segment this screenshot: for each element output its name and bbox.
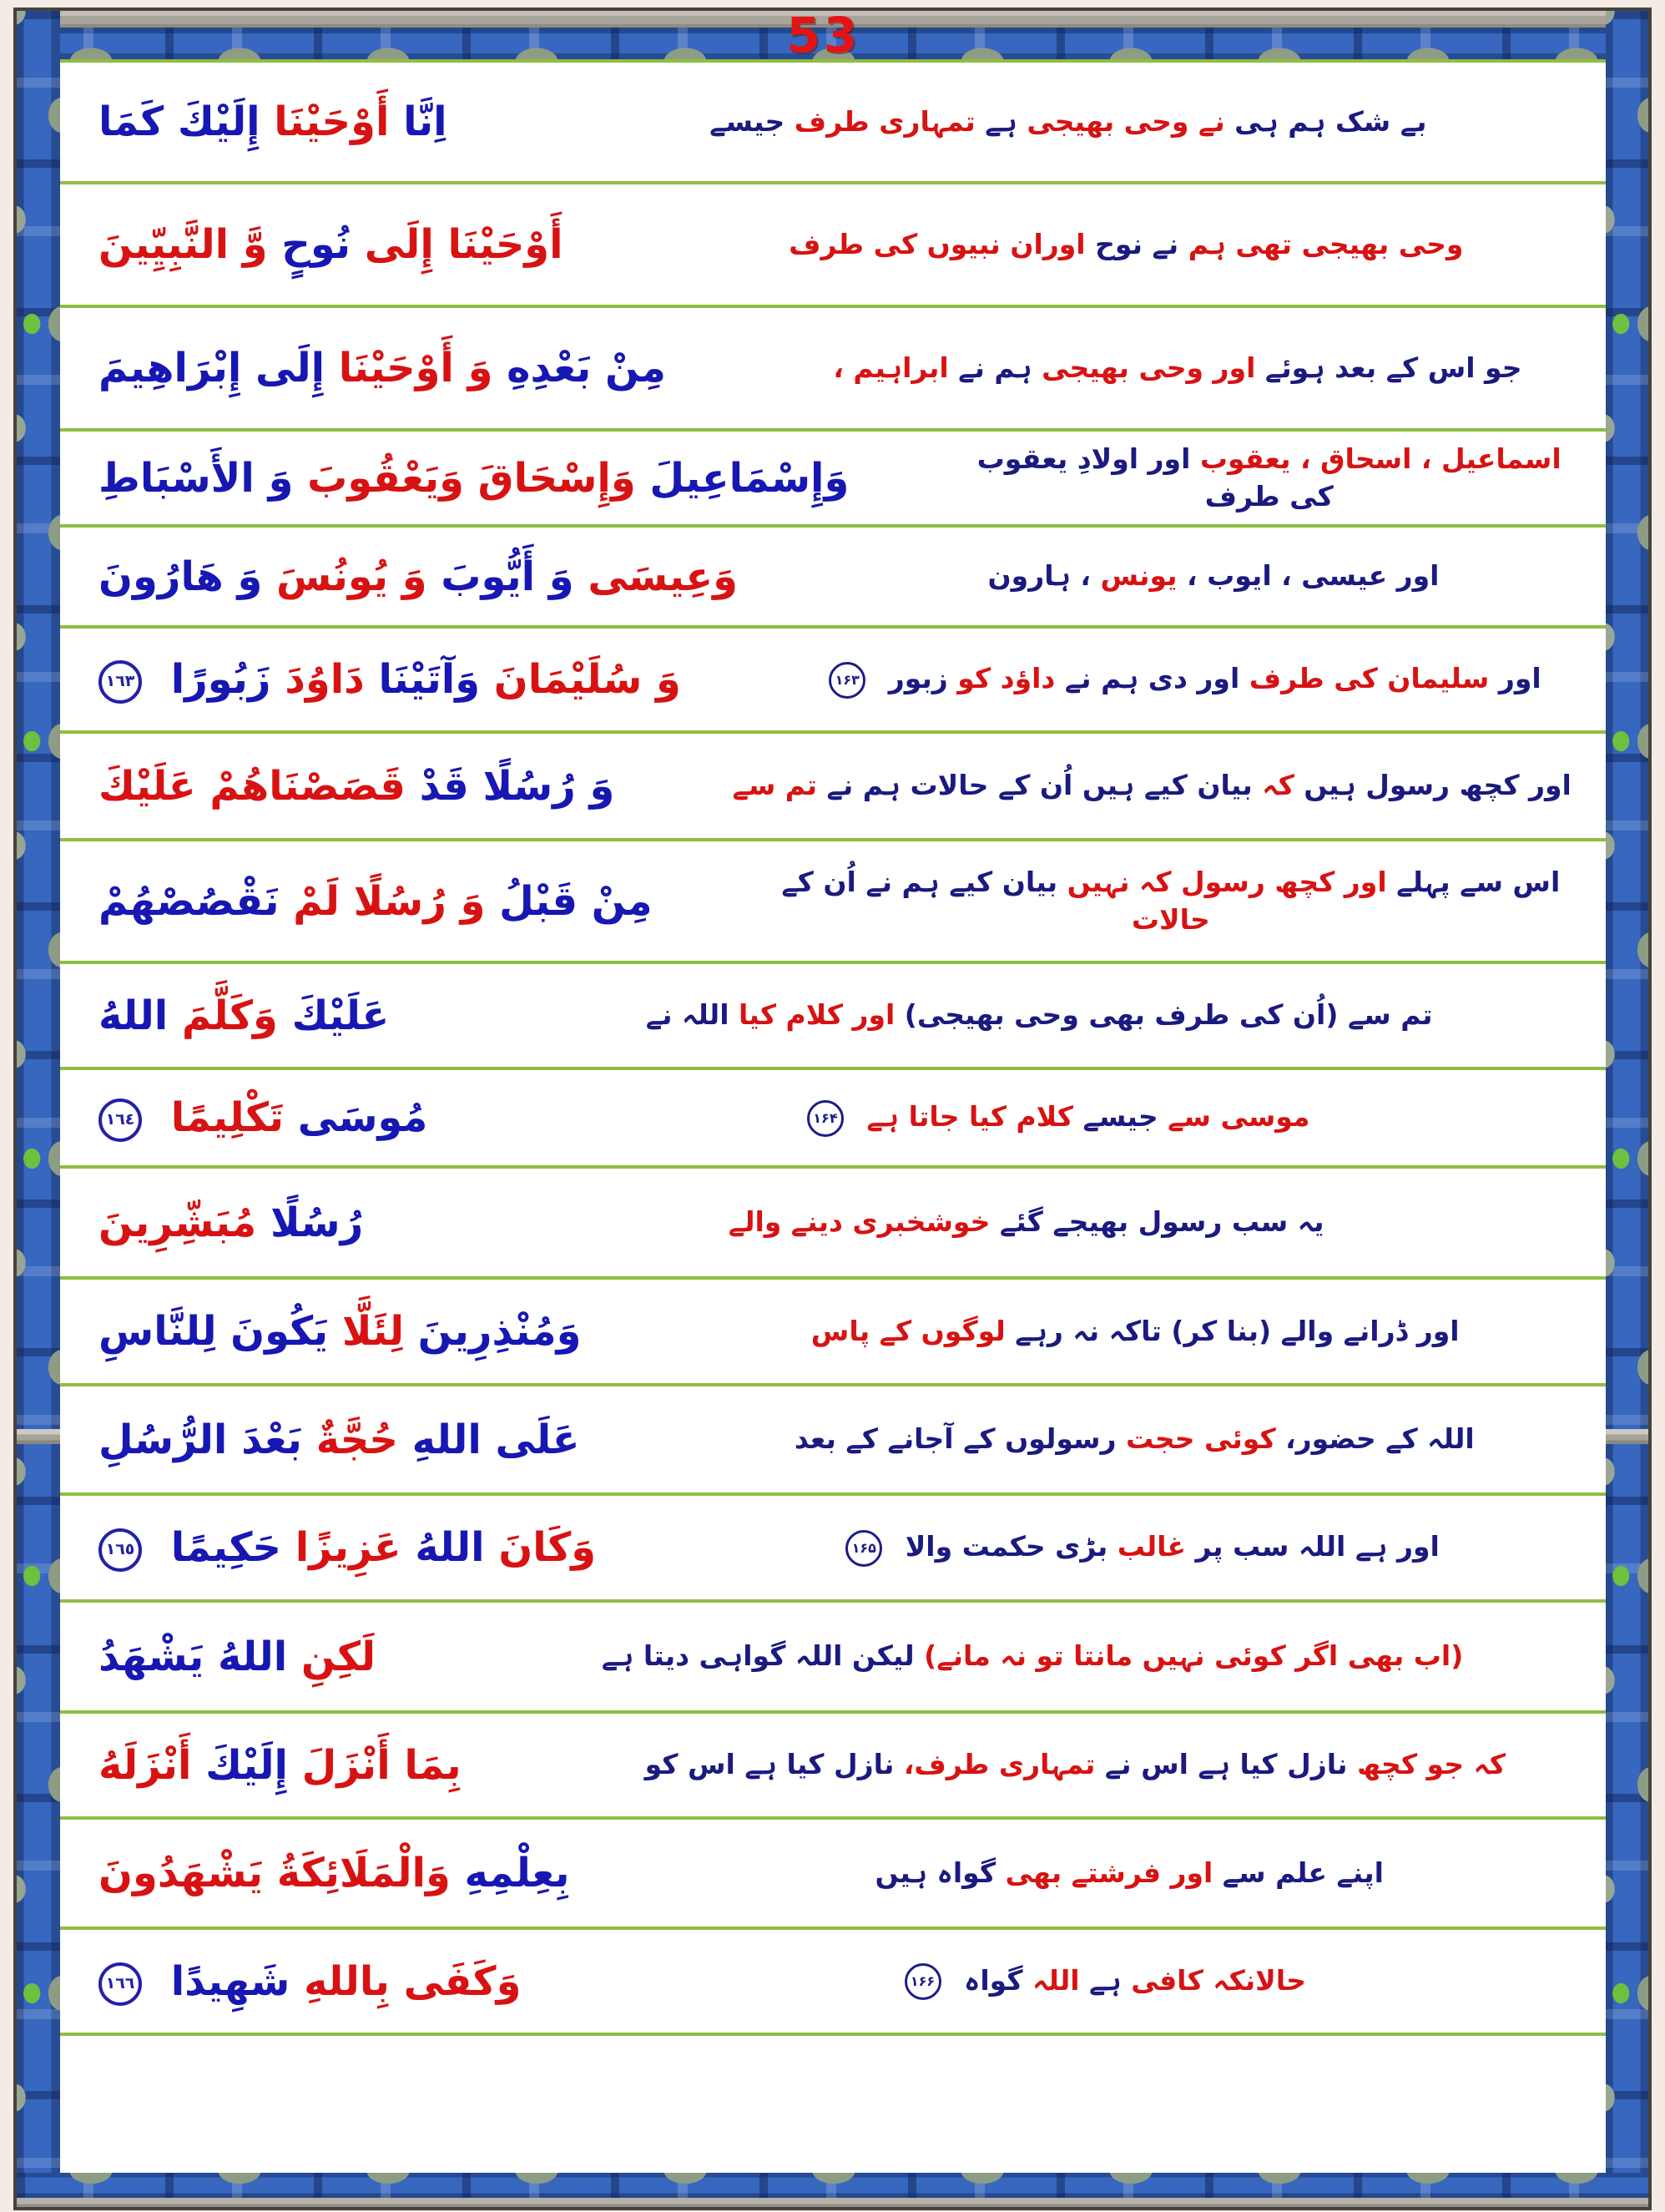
arabic-text	[68, 343, 713, 393]
ayah-row	[60, 1820, 1606, 1930]
text-segment: زبور	[879, 662, 948, 695]
text-segment: وَ رُسُلًا لَمْ	[279, 877, 486, 925]
urdu-translation	[422, 1638, 1606, 1675]
text-segment: وَالْمَلَائِكَةُ يَشْهَدُونَ	[98, 1850, 451, 1896]
text-segment: اور کلام کیا	[729, 998, 896, 1032]
text-segment: بے شک ہم ہی	[1224, 104, 1427, 138]
border-tile-seam-left	[17, 1429, 60, 1444]
arabic-text	[68, 1198, 410, 1248]
text-segment: وَ سُلَيْمَانَ	[480, 656, 681, 703]
text-segment: اور ہے اللہ سب پر	[1186, 1530, 1440, 1563]
text-segment: اللہ کے حضور،	[1275, 1422, 1475, 1456]
text-segment: بَعْدَ الرُّسُلِ	[98, 1416, 302, 1463]
text-segment: جو اس کے بعد ہوئے	[1255, 351, 1522, 384]
text-segment: ہم نے	[948, 351, 1032, 384]
urdu-translation	[610, 226, 1606, 264]
text-segment: اس سے پہلے	[1386, 865, 1561, 898]
ayah-row	[60, 1169, 1606, 1280]
text-segment: ابراہیم ،	[833, 351, 949, 384]
arabic-text	[68, 876, 699, 927]
text-segment: دَاوُدَ	[270, 656, 365, 703]
text-segment: اوران نبیوں کی طرف	[789, 227, 1086, 260]
ayah-row	[60, 1603, 1606, 1714]
arabic-text	[68, 1957, 568, 2007]
verse-number-badge: ۱۶۶	[905, 1963, 941, 2000]
urdu-translation	[410, 1204, 1606, 1241]
text-segment: عَلَيْكَ	[277, 992, 390, 1039]
text-segment: لِئَلَّا	[328, 1308, 404, 1355]
urdu-translation	[494, 104, 1606, 141]
text-segment: وَمُنْذِرِينَ	[403, 1308, 582, 1355]
text-segment: أَنْزَلَهُ	[98, 1741, 192, 1789]
text-segment: مُبَشِّرِينَ	[98, 1199, 257, 1246]
text-segment: وَعِيسَى	[573, 553, 738, 600]
text-segment: رسولوں کے آجانے کے بعد	[794, 1422, 1117, 1456]
page-number: 53	[786, 7, 861, 63]
text-segment: وَ أَوْحَيْنَا	[325, 345, 493, 391]
ayah-row	[60, 1714, 1606, 1820]
arabic-text	[68, 1848, 617, 1898]
text-segment: أَوْحَيْنَا	[260, 98, 390, 145]
text-segment: لوگوں کے پاس	[810, 1314, 1006, 1347]
text-segment: زَبُورًا	[157, 656, 271, 703]
text-segment: اور ڈرانے والے (بنا کر) تاکہ نہ رہے	[1005, 1314, 1460, 1347]
text-segment: اور وحی بھیجی	[1032, 351, 1256, 384]
ornamental-border-left	[17, 11, 60, 2209]
text-segment: نازل کیا ہے اس کو	[644, 1748, 895, 1781]
text-segment: عَلَى اللهِ	[397, 1416, 580, 1463]
text-segment: لَكِنِ	[287, 1633, 376, 1680]
text-segment: اللهُ يَشْهَدُ	[98, 1633, 288, 1680]
text-segment: نوح	[1085, 227, 1143, 260]
text-segment: وَّ النَّبِيِّينَ	[98, 221, 268, 268]
text-segment: ہے	[1079, 1963, 1122, 1997]
text-segment: نازل کیا ہے اس نے	[1095, 1748, 1348, 1781]
ayah-row	[60, 1070, 1606, 1169]
text-segment: گواہ	[954, 1963, 1023, 1997]
verse-number-badge: ١٦٤	[98, 1098, 142, 1142]
arabic-text	[68, 654, 728, 705]
arabic-text	[68, 991, 436, 1041]
text-segment: اپنے علم سے	[1213, 1856, 1384, 1889]
text-segment: إِلَى إِبْرَاهِيمَ	[98, 345, 325, 391]
text-segment: شَهِيدًا	[157, 1957, 290, 2005]
text-segment: اِنَّا	[389, 98, 447, 145]
text-segment: يَكُونَ لِلنَّاسِ	[98, 1308, 329, 1355]
urdu-translation	[474, 1098, 1606, 1137]
ayah-row	[60, 964, 1606, 1070]
text-segment: أَوْحَيْنَا إِلَى	[351, 221, 563, 268]
ayah-row	[60, 1496, 1606, 1603]
text-segment: بیان کیے ہیں اُن کے حالات ہم نے	[817, 769, 1253, 802]
text-segment: نَقْصُصْهُمْ	[98, 877, 280, 925]
urdu-translation	[628, 1313, 1606, 1351]
text-segment: بِمَا أَنْزَلَ	[287, 1741, 462, 1789]
text-segment: نے	[1142, 227, 1179, 260]
text-segment: وَكَانَ	[484, 1524, 597, 1571]
text-segment: تمہاری طرف،	[894, 1748, 1096, 1781]
arabic-text	[68, 1632, 422, 1682]
arabic-text	[68, 453, 896, 503]
ayah-row	[60, 1280, 1606, 1386]
text-segment: نُوحٍ	[267, 221, 351, 268]
text-segment: بِعِلْمِهِ	[450, 1850, 570, 1896]
text-segment: مِنْ بَعْدِهِ	[492, 345, 666, 391]
border-tile-seam-right	[1606, 1429, 1649, 1444]
text-segment: حالانکہ کافی	[1121, 1963, 1306, 1997]
urdu-translation	[713, 350, 1606, 387]
text-segment: جیسے	[709, 104, 785, 138]
verse-number-badge: ۱۶۳	[829, 662, 865, 699]
text-segment: وَ يُونُسَ	[262, 553, 427, 600]
text-segment: وحی بھیجی تھی ہم	[1178, 227, 1464, 260]
ayah-row	[60, 63, 1606, 184]
urdu-translation	[508, 1746, 1606, 1784]
text-segment: ، ہارون	[987, 559, 1091, 593]
text-segment: قَصَصْنَاهُمْ عَلَيْكَ	[98, 762, 406, 810]
arabic-text	[68, 1523, 643, 1573]
verse-number-badge: ١٦٣	[98, 660, 142, 704]
ayah-row	[60, 432, 1606, 528]
urdu-translation	[699, 864, 1606, 938]
ornamental-border-bottom	[17, 2173, 1649, 2198]
text-segment: کہ	[1252, 769, 1294, 802]
text-segment: موسی سے	[1158, 1100, 1310, 1134]
text-segment: داؤد کو	[947, 662, 1056, 695]
text-segment: یونس	[1090, 559, 1178, 593]
ayah-row	[60, 184, 1606, 308]
text-segment: وَ هَارُونَ	[98, 553, 263, 600]
ayah-row	[60, 528, 1606, 629]
text-segment: حالات	[1131, 902, 1210, 936]
verse-number-badge: ١٦٦	[98, 1962, 142, 2006]
ayah-row	[60, 1930, 1606, 2036]
text-segment: وَ الأَسْبَاطِ	[98, 454, 294, 502]
arabic-text	[68, 552, 785, 602]
text-segment: غالب	[1107, 1530, 1187, 1563]
text-segment: بڑی حکمت والا	[896, 1530, 1108, 1563]
text-segment: وَكَلَّمَ	[168, 992, 278, 1039]
text-segment: (اب بھی اگر کوئی نہیں مانتا تو نہ مانے)	[914, 1639, 1464, 1673]
arabic-text	[68, 761, 661, 811]
ayah-row	[60, 734, 1606, 841]
text-segment: تمہاری طرف	[785, 104, 976, 138]
urdu-translation	[627, 1421, 1607, 1458]
arabic-text	[68, 1306, 628, 1356]
text-segment: ہے	[975, 104, 1017, 138]
text-segment: بیان کیے ہم نے اُن کے	[781, 865, 1058, 898]
text-segment: گواہ ہیں	[875, 1856, 996, 1889]
text-segment: تَكْلِيمًا	[157, 1094, 285, 1141]
text-segment: وَ رُسُلًا قَدْ	[405, 762, 615, 810]
page-content	[60, 63, 1606, 2173]
urdu-translation	[617, 1855, 1607, 1892]
text-segment: وَآتَيْنَا	[364, 656, 481, 703]
arabic-text	[68, 97, 494, 147]
verse-number-badge: ١٦٥	[98, 1528, 142, 1572]
text-segment: اور فرشتے بھی	[996, 1856, 1213, 1889]
ayah-row	[60, 629, 1606, 734]
text-segment: یہ سب رسول بھیجے گئے	[990, 1205, 1324, 1239]
ayah-row	[60, 841, 1606, 964]
text-segment: اللہ نے	[645, 998, 729, 1032]
text-segment: تم سے (اُن کی طرف بھی وحی بھیجی)	[895, 998, 1433, 1032]
text-segment: وَ أَيُّوبَ	[426, 553, 574, 600]
text-segment: اللهُ	[98, 992, 169, 1039]
text-segment: کہ جو کچھ	[1347, 1748, 1506, 1781]
text-segment: وَإِسْحَاقَ وَيَعْقُوبَ	[293, 454, 636, 502]
text-segment: وَإِسْمَاعِيلَ	[635, 454, 850, 502]
text-segment: اللهُ	[401, 1524, 485, 1571]
ornamental-border-right	[1606, 11, 1649, 2209]
text-segment: کلام کیا جاتا ہے	[856, 1100, 1073, 1134]
text-segment: اور عیسی ، ایوب ،	[1177, 559, 1440, 593]
text-segment: مُوسَى	[284, 1094, 428, 1141]
verse-number-badge: ۱۶۴	[807, 1100, 844, 1137]
text-segment: نے وحی بھیجی	[1017, 104, 1225, 138]
text-segment: اور کچھ رسول کہ نہیں	[1057, 865, 1387, 898]
text-segment: حَكِيمًا	[157, 1524, 282, 1571]
text-segment: سلیمان کی طرف	[1239, 662, 1490, 695]
urdu-translation	[728, 660, 1606, 699]
text-segment: مِنْ قَبْلُ	[485, 877, 653, 925]
text-segment: جیسے	[1073, 1100, 1158, 1134]
urdu-translation	[785, 558, 1606, 595]
ayah-row	[60, 308, 1606, 432]
urdu-translation	[568, 1962, 1606, 2001]
ayah-row	[60, 1386, 1606, 1496]
text-segment: اور اولادِ یعقوب کی طرف	[976, 442, 1334, 513]
border-bottom-gray-band	[17, 2198, 1649, 2209]
arabic-text	[68, 220, 610, 270]
urdu-translation	[896, 441, 1606, 515]
text-segment: لیکن اللہ گواہی دیتا ہے	[601, 1639, 915, 1673]
text-segment: اور کچھ رسول ہیں	[1294, 769, 1572, 802]
text-segment: اللہ	[1022, 1963, 1080, 1997]
arabic-text	[68, 1093, 474, 1143]
text-segment: خوشخبری دینے والے	[728, 1205, 991, 1239]
urdu-translation	[661, 767, 1606, 805]
text-segment: اور	[1489, 662, 1541, 695]
text-segment: إِلَيْكَ كَمَا	[98, 98, 260, 145]
text-segment: عَزِيزًا	[281, 1524, 401, 1571]
text-segment: کوئی حجت	[1116, 1422, 1276, 1456]
text-segment: اور دی ہم نے	[1055, 662, 1240, 695]
verse-number-badge: ۱۶۵	[845, 1530, 882, 1567]
text-segment: تم سے	[732, 769, 818, 802]
arabic-text	[68, 1415, 627, 1465]
text-segment: اسماعیل ، اسحاق ، یعقوب	[1190, 442, 1562, 475]
text-segment: رُسُلًا	[256, 1199, 364, 1246]
text-segment: إِلَيْكَ	[191, 1741, 288, 1789]
urdu-translation	[643, 1528, 1606, 1567]
arabic-text	[68, 1740, 508, 1790]
text-segment: حُجَّةٌ	[301, 1416, 398, 1463]
urdu-translation	[436, 997, 1606, 1034]
text-segment: وَكَفَى بِاللهِ	[290, 1957, 522, 2005]
